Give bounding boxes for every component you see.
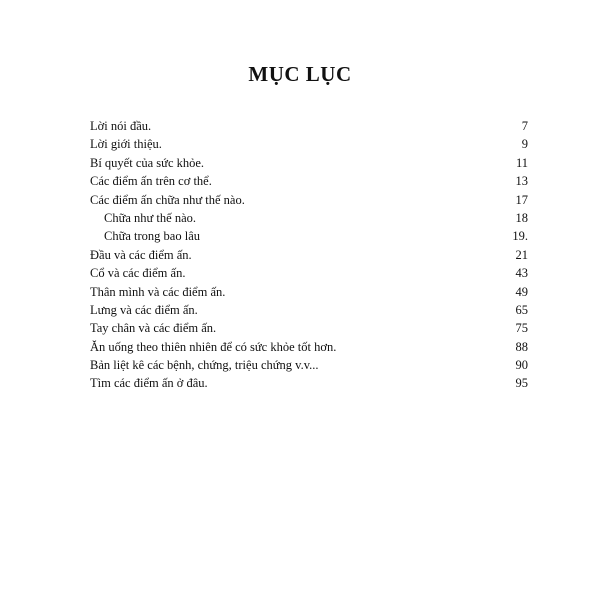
toc-entry-page: 21 [515,247,528,262]
toc-entry-label: Ăn uống theo thiên nhiên để có sức khỏe tốt hơn. [90,339,337,354]
toc-entry-page: 65 [515,302,528,317]
toc-entry-page: 95 [515,376,528,391]
toc-entry-page: 11 [515,155,528,170]
toc-entry-label: Các điểm ấn chữa như thế nào. [90,192,245,207]
toc-entry-label: Chữa như thế nào. [104,210,197,225]
toc-entry-label: Đầu và các điểm ấn. [90,247,192,262]
toc-entry-label: Các điểm ấn trên cơ thể. [90,174,212,189]
toc-subentry [90,227,528,245]
toc-entry-label: Bí quyết của sức khỏe. [90,155,205,170]
toc-entry [90,301,528,319]
toc-subentry [90,209,528,227]
toc-entry-label: Tìm các điểm ấn ở đâu. [90,376,208,391]
toc-entry [90,374,528,392]
toc-entry-page: 88 [515,339,528,354]
toc-entry-label: Lời nói đầu. [90,119,152,133]
toc-entry-page: 18 [515,210,528,225]
toc-entry [90,338,528,356]
toc-entry-page: 90 [515,358,528,373]
toc-entry-page: 9 [521,137,528,152]
toc-entry-page: 43 [515,266,528,281]
toc-entry [90,154,528,172]
page-title: MỤC LỤC [248,62,352,86]
toc-entry [90,319,528,337]
toc-entry-page: 13 [515,174,528,189]
table-of-contents [90,117,528,393]
toc-entry-page: 75 [515,321,528,336]
toc-entry-label: Chữa trong bao lâu [104,229,200,244]
toc-entry-label: Thân mình và các điểm ấn. [90,284,226,299]
toc-entry [90,283,528,301]
toc-entry [90,264,528,282]
toc-entry [90,246,528,264]
toc-entry [90,172,528,190]
toc-entry [90,117,528,135]
toc-entry-page: 7 [521,119,528,133]
toc-entry-label: Lời giới thiệu. [90,137,162,152]
toc-entry-page: 19. [512,229,528,244]
toc-entry-label: Cổ và các điểm ấn. [90,266,186,281]
toc-entry [90,191,528,209]
toc-entry-label: Bản liệt kê các bệnh, chứng, triệu chứng v.v... [90,358,319,373]
toc-entry-label: Tay chân và các điểm ấn. [90,321,217,336]
toc-entry-page: 49 [515,284,528,299]
toc-entry [90,356,528,374]
toc-entry-label: Lưng và các điểm ấn. [90,302,198,317]
toc-entry [90,135,528,153]
toc-entry-page: 17 [515,192,528,207]
